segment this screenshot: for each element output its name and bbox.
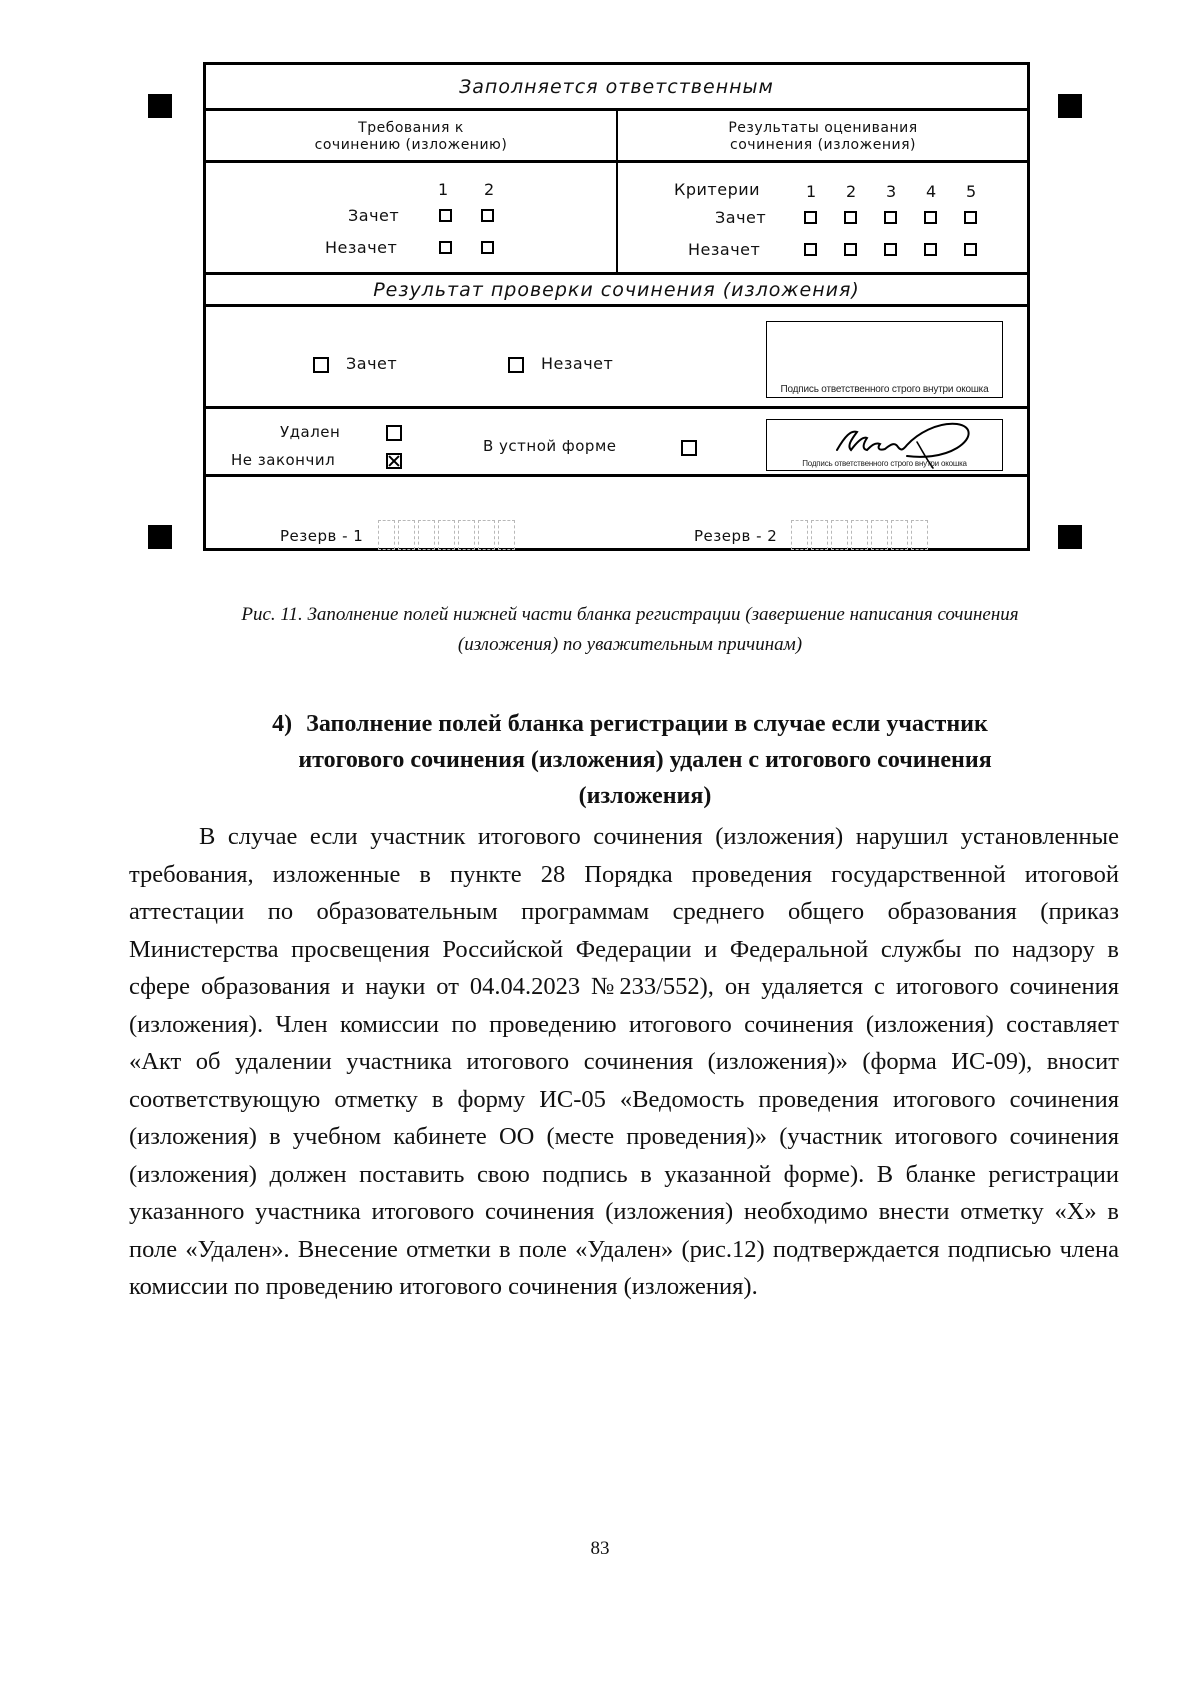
result-fail-checkbox[interactable]	[508, 357, 524, 373]
criteria-number-2: 2	[846, 182, 857, 201]
reserve-2-cell[interactable]	[831, 520, 848, 550]
criteria-label: Критерии	[674, 180, 761, 199]
reserve-1-cell[interactable]	[438, 520, 455, 550]
req-fail-label: Незачет	[325, 238, 398, 257]
criteria-number-1: 1	[806, 182, 817, 201]
req2-fail-checkbox[interactable]	[481, 241, 494, 254]
registration-marker-top-left	[148, 94, 172, 118]
section-heading	[150, 706, 1110, 814]
req-number-2: 2	[484, 180, 495, 199]
req-pass-label: Зачет	[348, 206, 400, 225]
reserve-2-label: Резерв - 2	[694, 527, 778, 545]
figure-caption-line: Рис. 11. Заполнение полей нижней части бланка регистрации (завершение написания сочинения	[241, 604, 1019, 625]
criteria-number-3: 3	[886, 182, 897, 201]
criteria1-fail-checkbox[interactable]	[804, 243, 817, 256]
section-heading-line: 4) Заполнение полей бланка регистрации в случае если участник	[272, 711, 988, 737]
check-result-title: Результат проверки сочинения (изложения)	[206, 275, 1027, 307]
section-heading-line: (изложения)	[578, 783, 712, 809]
criteria4-pass-checkbox[interactable]	[924, 211, 937, 224]
not-finished-label: Не закончил	[231, 451, 336, 469]
not-finished-checkbox[interactable]	[386, 453, 402, 469]
results-header: Результаты оценивания сочинения (изложения)	[728, 120, 918, 153]
criteria-number-5: 5	[966, 182, 977, 201]
criteria1-pass-checkbox[interactable]	[804, 211, 817, 224]
reserve-2-cell[interactable]	[871, 520, 888, 550]
req1-fail-checkbox[interactable]	[439, 241, 452, 254]
criteria4-fail-checkbox[interactable]	[924, 243, 937, 256]
figure-caption-line: (изложения) по уважительным причинам)	[457, 634, 803, 655]
criteria-pass-label: Зачет	[715, 208, 767, 227]
page-number: 83	[590, 1538, 610, 1559]
reserve-2-cell[interactable]	[851, 520, 868, 550]
result-fail-label: Незачет	[541, 354, 614, 373]
req-number-1: 1	[438, 180, 449, 199]
signature-caption-small: Подпись ответственного строго внутри окошка	[802, 459, 967, 468]
criteria5-fail-checkbox[interactable]	[964, 243, 977, 256]
form-title: Заполняется ответственным	[206, 65, 1027, 111]
reserve-1-cell[interactable]	[458, 520, 475, 550]
section-heading-line: итогового сочинения (изложения) удален с итогового сочинения	[298, 747, 992, 773]
criteria-number-4: 4	[926, 182, 937, 201]
removed-checkbox[interactable]	[386, 425, 402, 441]
body-paragraph: В случае если участник итогового сочинения (изложения) нарушил установленные требования, изложенные в пункте 28 Порядка проведения государственной итоговой аттестации по образовательным программам среднего общего образования (приказ Министерства просвещения Российской Федерации и Федеральной службы по надзору в сфере образования и науки от 04.04.2023 №233/552), он удаляется с итогового сочинения (изложения). Член комиссии по проведению итогового сочинения (изложения) составляет «Акт об удалении участника итогового сочинения (изложения)» (форма ИС-09), вносит соответствующую отметку в форму ИС-05 «Ведомость проведения итогового сочинения (изложения) в учебном кабинете ОО (месте проведения)» (участник итогового сочинения (изложения) должен поставить свою подпись в указанной форме). В бланке регистрации указанного участника итогового сочинения (изложения) необходимо внести отметку «X» в поле «Удален». Внесение отметки в поле «Удален» (рис.12) подтверждается подписью члена комиссии по проведению итогового сочинения (изложения).	[129, 823, 1119, 1300]
criteria-fail-label: Незачет	[688, 240, 761, 259]
figure-caption	[150, 600, 1110, 660]
oral-form-checkbox[interactable]	[681, 440, 697, 456]
requirements-header: Требования к сочинению (изложению)	[314, 120, 508, 153]
registration-marker-bottom-right	[1058, 525, 1082, 549]
criteria3-pass-checkbox[interactable]	[884, 211, 897, 224]
signature-box-result[interactable]	[766, 321, 1003, 398]
registration-form-figure	[203, 62, 1030, 551]
reserve-1-label: Резерв - 1	[280, 527, 364, 545]
criteria2-fail-checkbox[interactable]	[844, 243, 857, 256]
result-pass-label: Зачет	[346, 354, 398, 373]
criteria2-pass-checkbox[interactable]	[844, 211, 857, 224]
reserve-1-cell[interactable]	[418, 520, 435, 550]
grading-row	[206, 163, 1027, 275]
reserve-2-cell[interactable]	[791, 520, 808, 550]
section-number: 4)	[272, 711, 293, 737]
req1-pass-checkbox[interactable]	[439, 209, 452, 222]
reserve-2-cell[interactable]	[891, 520, 908, 550]
reserve-2-cell[interactable]	[911, 520, 928, 550]
reserve-2-cell[interactable]	[811, 520, 828, 550]
result-pass-checkbox[interactable]	[313, 357, 329, 373]
reserve-1-cell[interactable]	[398, 520, 415, 550]
reserve-1-cell[interactable]	[378, 520, 395, 550]
criteria5-pass-checkbox[interactable]	[964, 211, 977, 224]
registration-marker-bottom-left	[148, 525, 172, 549]
reserve-1-cell[interactable]	[478, 520, 495, 550]
signature-box-removal[interactable]	[766, 419, 1003, 471]
reserve-1-cell[interactable]	[498, 520, 515, 550]
criteria3-fail-checkbox[interactable]	[884, 243, 897, 256]
signature-caption: Подпись ответственного строго внутри окошка	[780, 384, 989, 395]
registration-marker-top-right	[1058, 94, 1082, 118]
req2-pass-checkbox[interactable]	[481, 209, 494, 222]
oral-form-label: В устной форме	[483, 437, 617, 455]
removed-label: Удален	[280, 423, 341, 441]
